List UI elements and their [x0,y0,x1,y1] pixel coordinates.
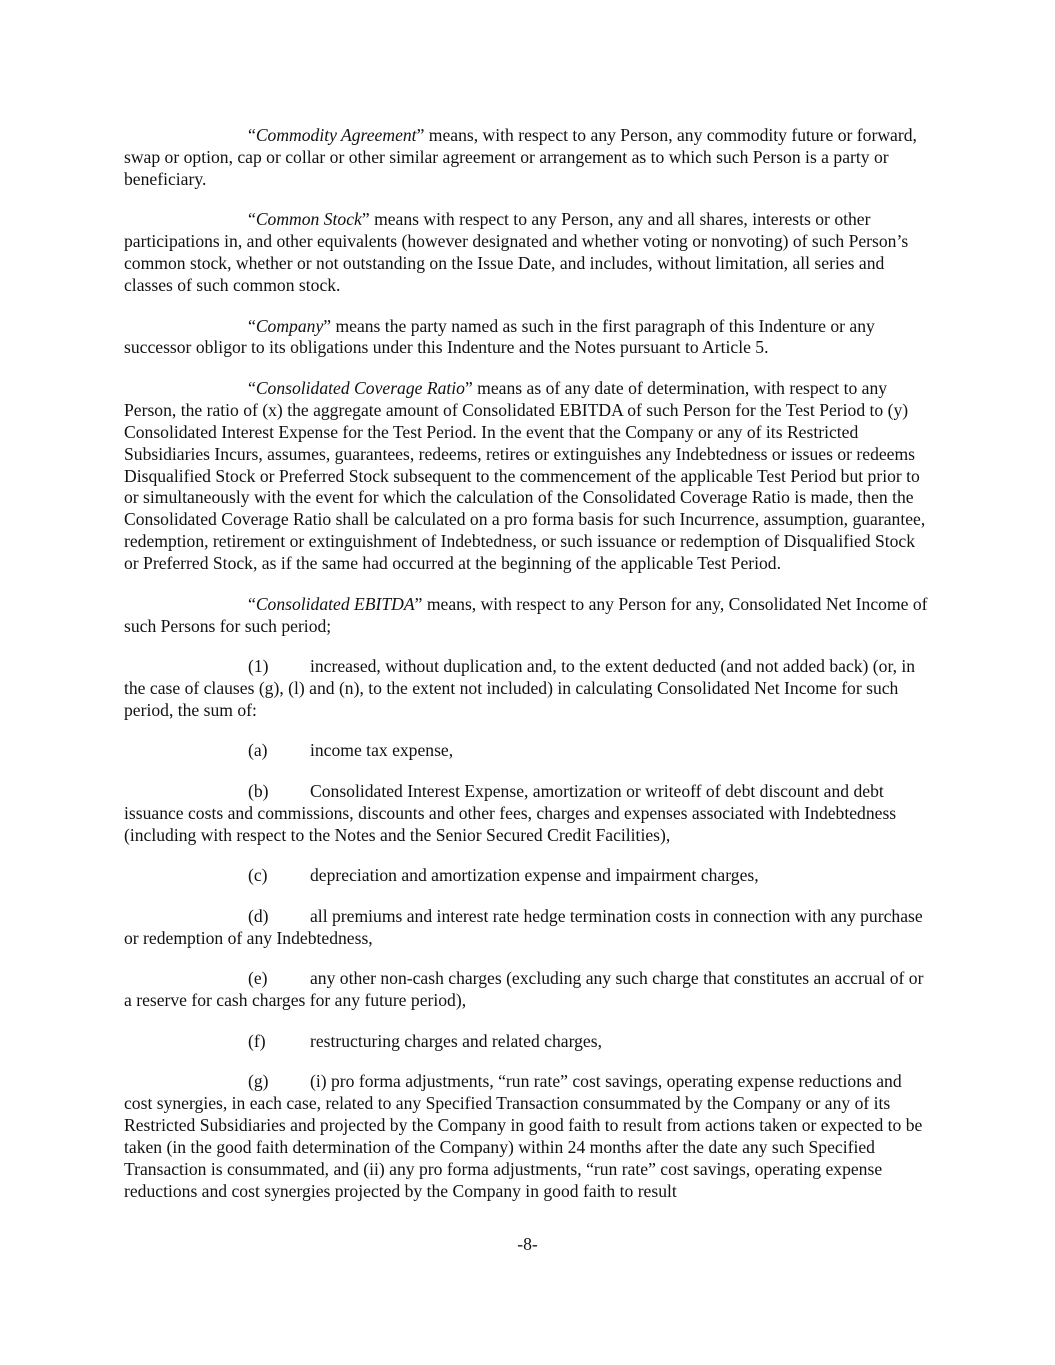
item-text: depreciation and amortization expense and impairment charges, [310,865,759,886]
definition-common-stock [124,209,934,297]
clause-label: (1) [248,656,269,677]
item-label: (g) [248,1071,269,1092]
definition-text: ” means the party named as such in the first paragraph of this Indenture or any successor obligor to its obligations under this Indenture and the Notes pursuant to Article 5. [124,315,875,358]
open-quote: “ [248,377,256,398]
defined-term: Consolidated Coverage Ratio [255,377,465,398]
item-label: (f) [248,1030,266,1051]
open-quote: “ [248,593,256,614]
item-e [124,968,934,1012]
item-g [124,1071,934,1202]
item-text: income tax expense, [310,740,454,761]
item-d [124,906,934,950]
defined-term: Common Stock [255,209,362,230]
item-label: (d) [248,905,269,926]
item-text: (i) pro forma adjustments, “run rate” cost savings, operating expense reductions and cost synergies, in each case, related to any Specified Transaction consummated by the Company or any of its Restricted Subsidiaries and projected by the Company in good faith to result from actions taken or expected to be taken (in the good faith determination of the Company) within 24 months after the date any such Specified Transaction is consummated, and (ii) any pro forma adjustments, “run rate” cost savings, operating expense reductions and cost synergies projected by the Company in good faith to result [124,1071,923,1201]
open-quote: “ [248,209,256,230]
definition-text: ” means as of any date of determination, with respect to any Person, the ratio of (x) the aggregate amount of Consolidated EBITDA of such Person for the Test Period to (y) Consolidated Interest Expense for the Test Period. In the event that the Company or any of its Restricted Subsidiaries Incurs, assumes, guarantees, redeems, retires or extinguishes any Indebtedness or issues or redeems Disqualified Stock or Preferred Stock subsequent to the commencement of the applicable Test Period but prior to or simultaneously with the event for which the calculation of the Consolidated Coverage Ratio is made, then the Consolidated Coverage Ratio shall be calculated on a pro forma basis for such Incurrence, assumption, guarantee, redemption, retirement or extinguishment of Indebtedness, or such issuance or redemption of Disqualified Stock or Preferred Stock, as if the same had occurred at the beginning of the applicable Test Period. [124,377,926,574]
item-label: (e) [248,968,268,989]
defined-term: Commodity Agreement [255,125,417,145]
item-text: restructuring charges and related charges, [310,1030,602,1051]
item-label: (b) [248,780,269,801]
document-page [124,125,934,1202]
item-text: any other non-cash charges (excluding any such charge that constitutes an accrual of or a reserve for cash charges for any future period), [124,968,924,1011]
item-label: (a) [248,740,268,761]
item-label: (c) [248,865,268,886]
item-text: all premiums and interest rate hedge termination costs in connection with any purchase or redemption of any Indebtedness, [124,905,923,948]
open-quote: “ [248,125,256,145]
item-text: Consolidated Interest Expense, amortization or writeoff of debt discount and debt issuance costs and commissions, discounts and other fees, charges and expenses associated with Indebtedness (including with respect to the Notes and the Senior Secured Credit Facilities), [124,780,897,845]
definition-company [124,316,934,360]
open-quote: “ [248,315,256,336]
defined-term: Company [255,315,324,336]
definition-text: ” means, with respect to any Person for any, Consolidated Net Income of such Persons for such period; [124,593,928,636]
definition-consolidated-coverage-ratio [124,378,934,575]
defined-term: Consolidated EBITDA [255,593,415,614]
definition-text: ” means with respect to any Person, any and all shares, interests or other participations in, and other equivalents (however designated and whether voting or nonvoting) of such Person’s common stock, whether or not outstanding on the Issue Date, and includes, without limitation, all series and classes of such common stock. [124,209,909,296]
item-b [124,781,934,847]
definition-text: ” means, with respect to any Person, any commodity future or forward, swap or option, cap or collar or other similar agreement or arrangement as to which such Person is a party or beneficiary. [124,125,917,189]
clause-text: increased, without duplication and, to the extent deducted (and not added back) (or, in the case of clauses (g), (l) and (n), to the extent not included) in calculating Consolidated Net Income for such period, the sum of: [124,656,916,720]
page-number: -8- [517,1234,538,1254]
item-c [124,865,934,887]
item-a [124,740,934,762]
definition-commodity-agreement [124,125,934,191]
definition-consolidated-ebitda [124,594,934,638]
item-f [124,1031,934,1053]
clause-1 [124,656,934,722]
